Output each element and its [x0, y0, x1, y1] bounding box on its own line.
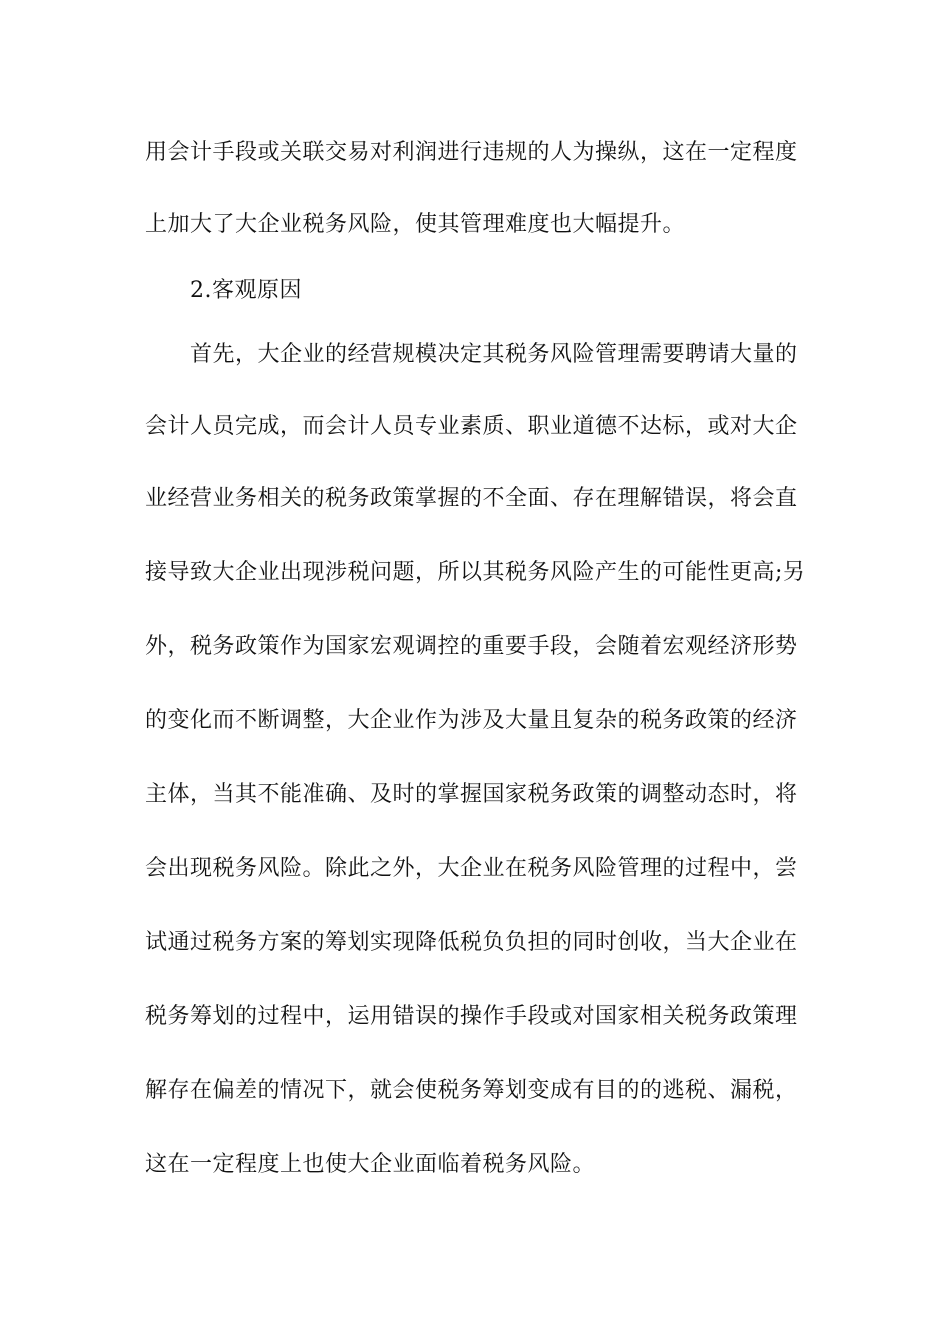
text-line-13: 税务筹划的过程中，运用错误的操作手段或对国家相关税务政策理 — [145, 1004, 798, 1029]
text-line-10: 主体，当其不能准确、及时的掌握国家税务政策的调整动态时，将 — [145, 782, 798, 807]
section-heading: 2.客观原因 — [190, 278, 302, 303]
text-line-12: 试通过税务方案的筹划实现降低税负负担的同时创收，当大企业在 — [145, 930, 798, 955]
text-line-14: 解存在偏差的情况下，就会使税务筹划变成有目的的逃税、漏税， — [145, 1078, 798, 1103]
text-line-9: 的变化而不断调整，大企业作为涉及大量且复杂的税务政策的经济 — [145, 708, 798, 733]
text-line-5: 会计人员完成，而会计人员专业素质、职业道德不达标，或对大企 — [145, 414, 798, 439]
text-line-7: 接导致大企业出现涉税问题，所以其税务风险产生的可能性更高;另 — [145, 560, 806, 585]
text-line-15: 这在一定程度上也使大企业面临着税务风险。 — [145, 1152, 596, 1177]
text-line-11: 会出现税务风险。除此之外，大企业在税务风险管理的过程中，尝 — [145, 856, 798, 881]
text-line-8: 外，税务政策作为国家宏观调控的重要手段，会随着宏观经济形势 — [145, 634, 798, 659]
text-line-4: 首先，大企业的经营规模决定其税务风险管理需要聘请大量的 — [190, 342, 798, 367]
text-line-6: 业经营业务相关的税务政策掌握的不全面、存在理解错误，将会直 — [145, 486, 798, 511]
text-line-2: 上加大了大企业税务风险，使其管理难度也大幅提升。 — [145, 212, 686, 237]
text-line-1: 用会计手段或关联交易对利润进行违规的人为操纵，这在一定程度 — [145, 140, 798, 165]
